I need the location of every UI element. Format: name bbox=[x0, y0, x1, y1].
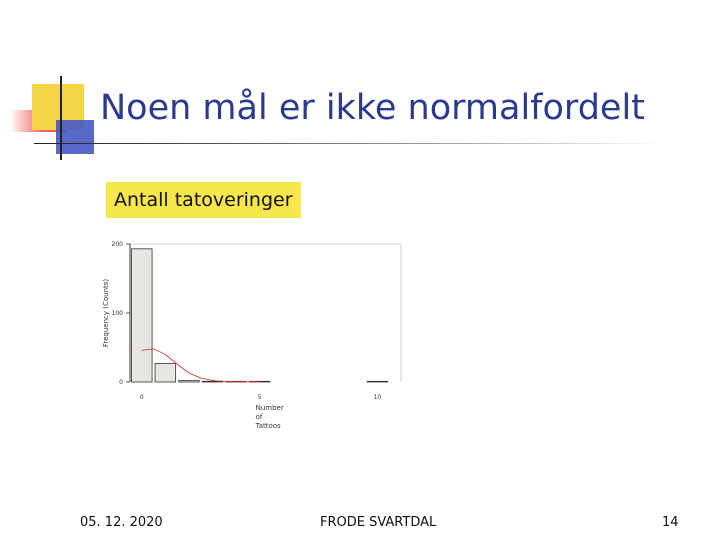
decor-vertical-line bbox=[60, 76, 62, 160]
x-axis-label-line: of bbox=[255, 413, 263, 421]
slide-subtitle: Antall tatoveringer bbox=[106, 182, 301, 218]
y-axis-label: Frequency (Counts) bbox=[102, 278, 110, 348]
decor-horizontal-line bbox=[34, 143, 664, 144]
y-tick-label: 100 bbox=[111, 310, 123, 317]
histogram-bar bbox=[179, 381, 200, 382]
x-tick-label: 5 bbox=[257, 394, 262, 401]
histogram-bar bbox=[155, 363, 176, 382]
x-axis-label-line: Number bbox=[255, 404, 284, 412]
x-axis-label-line: Tattoos bbox=[255, 422, 281, 430]
y-tick-label: 200 bbox=[111, 241, 123, 248]
footer-author: FRODE SVARTDAL bbox=[320, 515, 437, 530]
histogram-chart bbox=[96, 232, 426, 438]
x-tick-label: 10 bbox=[373, 394, 382, 401]
histogram-bar bbox=[367, 381, 388, 382]
x-tick-label: 0 bbox=[139, 394, 144, 401]
footer-date: 05. 12. 2020 bbox=[80, 515, 163, 530]
footer-page-number: 14 bbox=[662, 515, 679, 530]
y-tick-label: 0 bbox=[119, 379, 123, 386]
slide-title: Noen mål er ikke normalfordelt bbox=[100, 88, 645, 128]
histogram-bar bbox=[132, 249, 153, 382]
